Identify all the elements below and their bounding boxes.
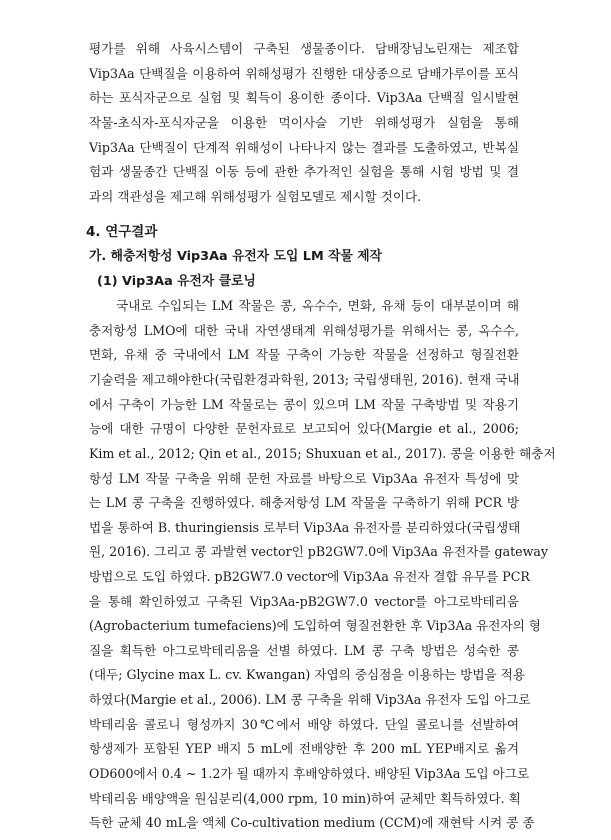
text-line: 항생제가 포함된 YEP 배지 5 mL에 전배양한 후 200 mL YEP배지로 옮겨 <box>89 741 519 756</box>
subsection-heading: 가. 해충저항성 Vip3Aa 유전자 도입 LM 작물 제작 <box>89 249 383 264</box>
text-line: 질을 획득한 아그로박테리움을 선별 하였다. LM 콩 구축 방법은 성숙한 콩 <box>89 643 519 658</box>
text-line: 면화, 유채 중 국내에서 LM 작물 구축이 가능한 작물을 선정하고 형질전환 <box>89 347 519 362</box>
text-line: (대두; Glycine max L. cv. Kwangan) 자엽의 중심점을 이용하는 방법을 적용 <box>89 667 526 682</box>
text-line: 항성 LM 작물 구축을 위해 문헌 자료를 바탕으로 Vip3Aa 유전자 특성에 맞 <box>89 471 519 486</box>
text-line: 득한 균체 40 mL을 액체 Co-cultivation medium (CCM)에 재현탁 시켜 콩 종 <box>89 815 535 830</box>
text-line: 능에 대한 규명이 다양한 문헌자료로 보고되어 있다(Margie et al., 2006; <box>89 421 519 436</box>
text-line: 을 통해 확인하였고 구축된 Vip3Aa-pB2GW7.0 vector를 아그로박테리움 <box>89 594 519 609</box>
text-line: 하였다(Margie et al., 2006). LM 콩 구축을 위해 Vip3Aa 유전자 도입 아그로 <box>89 692 531 707</box>
text-line: Kim et al., 2012; Qin et al., 2015; Shuxuan et al., 2017). 콩을 이용한 해충저 <box>89 446 556 461</box>
text-line: OD600에서 0.4 ~ 1.2가 될 때까지 후배양하였다. 배양된 Vip3Aa 도입 아그로 <box>89 766 530 781</box>
section-heading: 4. 연구결과 <box>86 224 158 240</box>
subsubsection-heading: (1) Vip3Aa 유전자 클로닝 <box>97 274 256 289</box>
text-line: 방법으로 도입 하였다. pB2GW7.0 vector에 Vip3Aa 유전자 결합 유무를 PCR <box>89 569 530 584</box>
text-line: 에서 구축이 가능한 LM 작물로는 콩이 있으며 LM 작물 구축방법 및 작용기 <box>89 397 519 412</box>
text-line: Vip3Aa 단백질을 이용하여 위해성평가 진행한 대상종으로 담배가루이를 포식 <box>89 66 519 81</box>
text-line: 박테리움 배양액을 원심분리(4,000 rpm, 10 min)하여 균체만 획득하였다. 획 <box>89 791 521 806</box>
text-line: 박테리움 콜로니 형성까지 30℃에서 배양 하였다. 단일 콜로니를 선발하여 <box>89 717 519 732</box>
text-line: 과의 객관성을 제고해 위해성평가 실험모델로 제시할 것이다. <box>89 189 422 204</box>
text-line: 국내로 수입되는 LM 작물은 콩, 옥수수, 면화, 유채 등이 대부분이며 해 <box>116 298 519 313</box>
text-line: 는 LM 콩 구축을 진행하였다. 해충저항성 LM 작물을 구축하기 위해 PCR 방 <box>89 495 519 510</box>
text-line: 작물-초식자-포식자군을 이용한 먹이사슬 기반 위해성평가 실험을 통해 <box>89 115 519 130</box>
text-line: 원, 2016). 그리고 콩 과발현 vector인 pB2GW7.0에 Vip3Aa 유전자를 gateway <box>89 544 549 559</box>
text-line: 충저항성 LMO에 대한 국내 자연생태계 위해성평가를 위해서는 콩, 옥수수, <box>89 323 519 338</box>
text-line: Vip3Aa 단백질이 단계적 위해성이 나타나지 않는 결과를 도출하였고, 반복실 <box>89 140 519 155</box>
text-line: 기술력을 제고해야한다(국립환경과학원, 2013; 국립생태원, 2016). 현재 국내 <box>89 372 520 387</box>
text-line: 법을 통하여 B. thuringiensis 로부터 Vip3Aa 유전자를 분리하였다(국립생태 <box>89 520 521 535</box>
text-line: 평가를 위해 사육시스템이 구축된 생물종이다. 담배장님노린재는 제조합 <box>89 41 519 56</box>
text-line: (Agrobacterium tumefaciens)에 도입하여 형질전환한 후 Vip3Aa 유전자의 형 <box>89 618 541 633</box>
text-line: 험과 생물종간 단백질 이동 등에 관한 추가적인 실험을 통해 시험 방법 및 결 <box>89 164 519 179</box>
text-line: 하는 포식자군으로 실험 및 획득이 용이한 종이다. Vip3Aa 단백질 일시발현 <box>89 90 519 105</box>
